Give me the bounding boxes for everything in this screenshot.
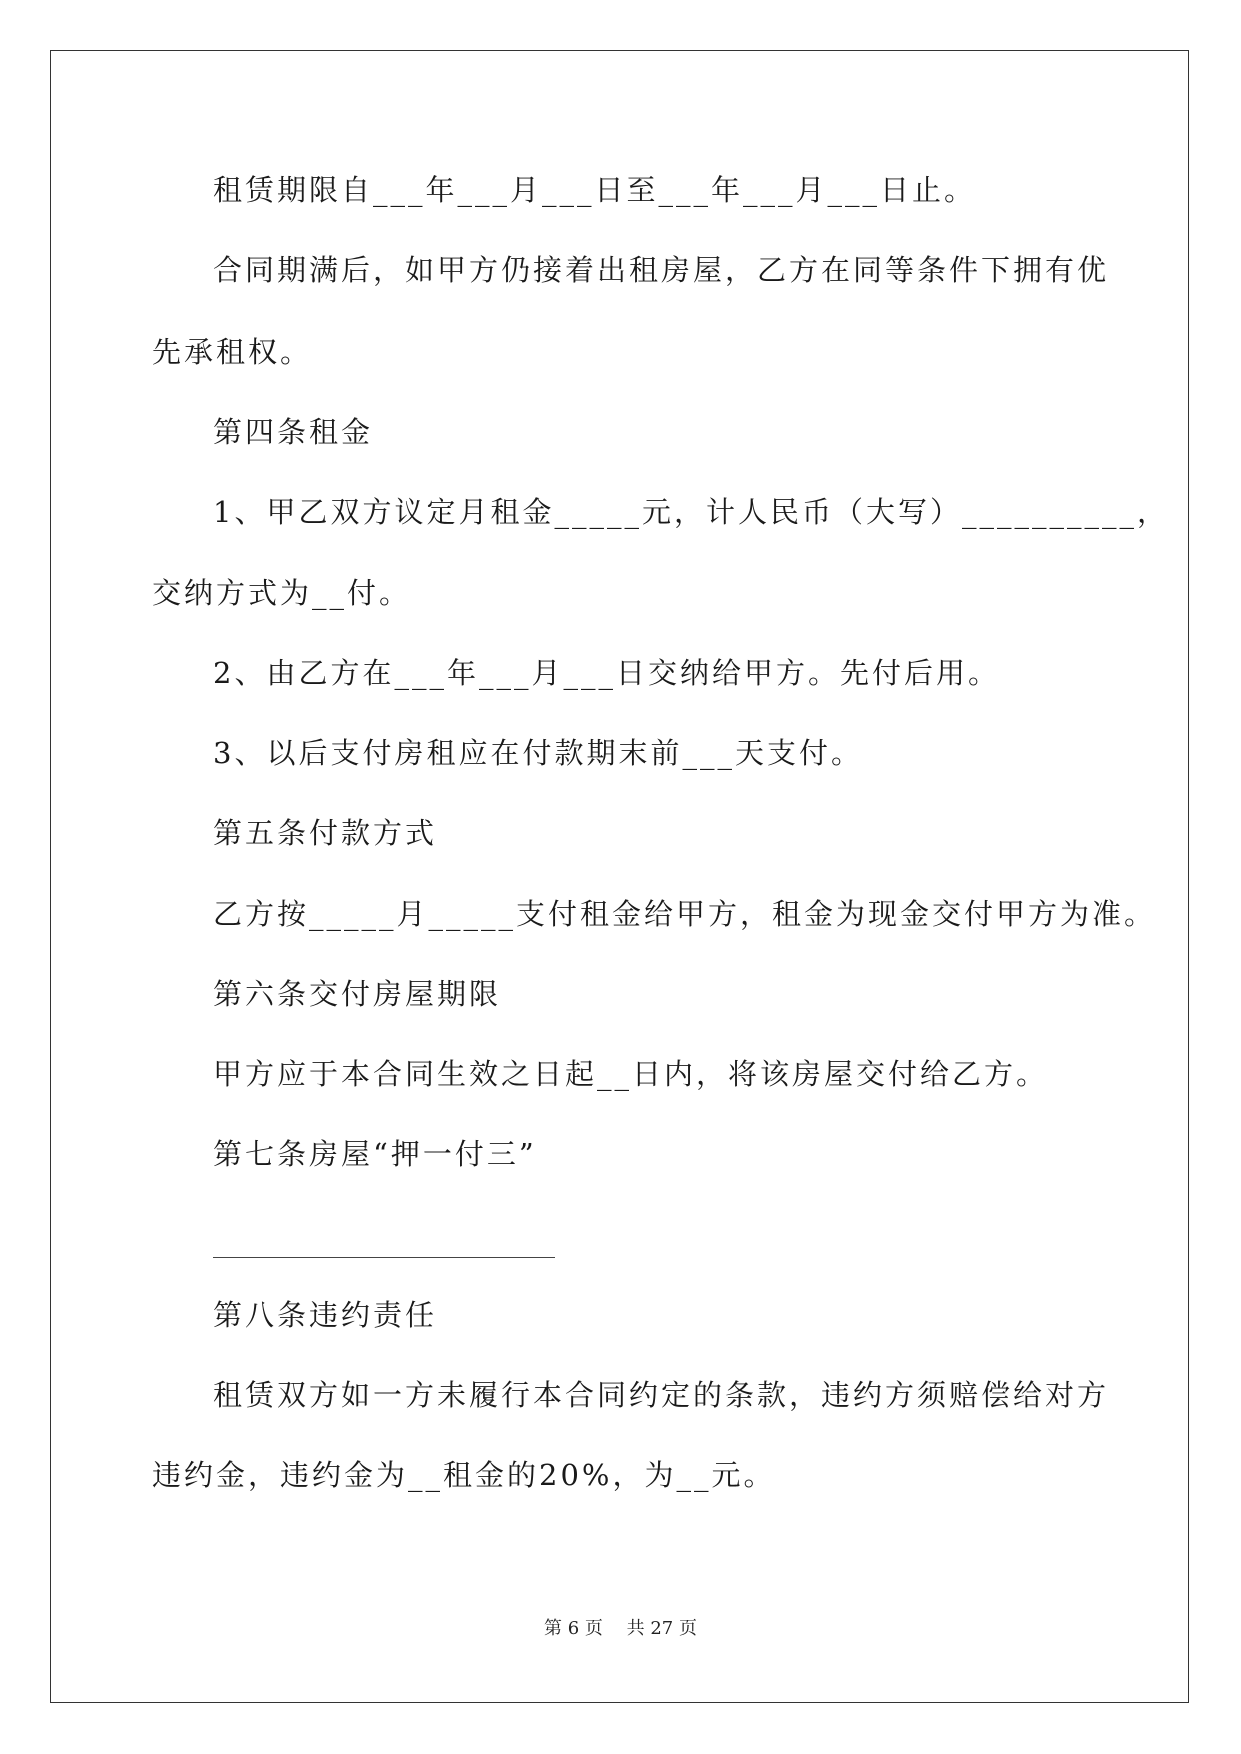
article-5-heading: 第五条付款方式 bbox=[213, 816, 438, 850]
page-number-footer: 第 6 页 共 27 页 bbox=[544, 1618, 697, 1639]
breach-paragraph-line-1: 租赁双方如一方未履行本合同约定的条款，违约方须赔偿给对方 bbox=[213, 1378, 1110, 1412]
breach-paragraph-line-2: 违约金，违约金为__租金的20%，为__元。 bbox=[152, 1458, 776, 1492]
rent-item-2: 2、由乙方在___年___月___日交纳给甲方。先付后用。 bbox=[213, 656, 1000, 690]
article-7-heading: 第七条房屋“押一付三” bbox=[213, 1137, 537, 1171]
lease-term-paragraph: 租赁期限自___年___月___日至___年___月___日止。 bbox=[213, 173, 977, 207]
blank-fill-line bbox=[213, 1257, 555, 1258]
article-6-heading: 第六条交付房屋期限 bbox=[213, 977, 502, 1011]
delivery-paragraph: 甲方应于本合同生效之日起__日内，将该房屋交付给乙方。 bbox=[213, 1057, 1049, 1091]
renewal-paragraph-line-1: 合同期满后，如甲方仍接着出租房屋，乙方在同等条件下拥有优 bbox=[213, 253, 1110, 287]
renewal-paragraph-line-2: 先承租权。 bbox=[152, 335, 313, 369]
article-4-heading: 第四条租金 bbox=[213, 415, 374, 449]
article-8-heading: 第八条违约责任 bbox=[213, 1298, 438, 1332]
payment-method-paragraph: 乙方按_____月_____支付租金给甲方，租金为现金交付甲方为准。 bbox=[213, 897, 1157, 931]
rent-item-3: 3、以后支付房租应在付款期末前___天支付。 bbox=[213, 736, 863, 770]
rent-item-1-line-1: 1、甲乙双方议定月租金_____元，计人民币（大写）__________， bbox=[213, 495, 1169, 529]
rent-item-1-line-2: 交纳方式为__付。 bbox=[152, 576, 412, 610]
